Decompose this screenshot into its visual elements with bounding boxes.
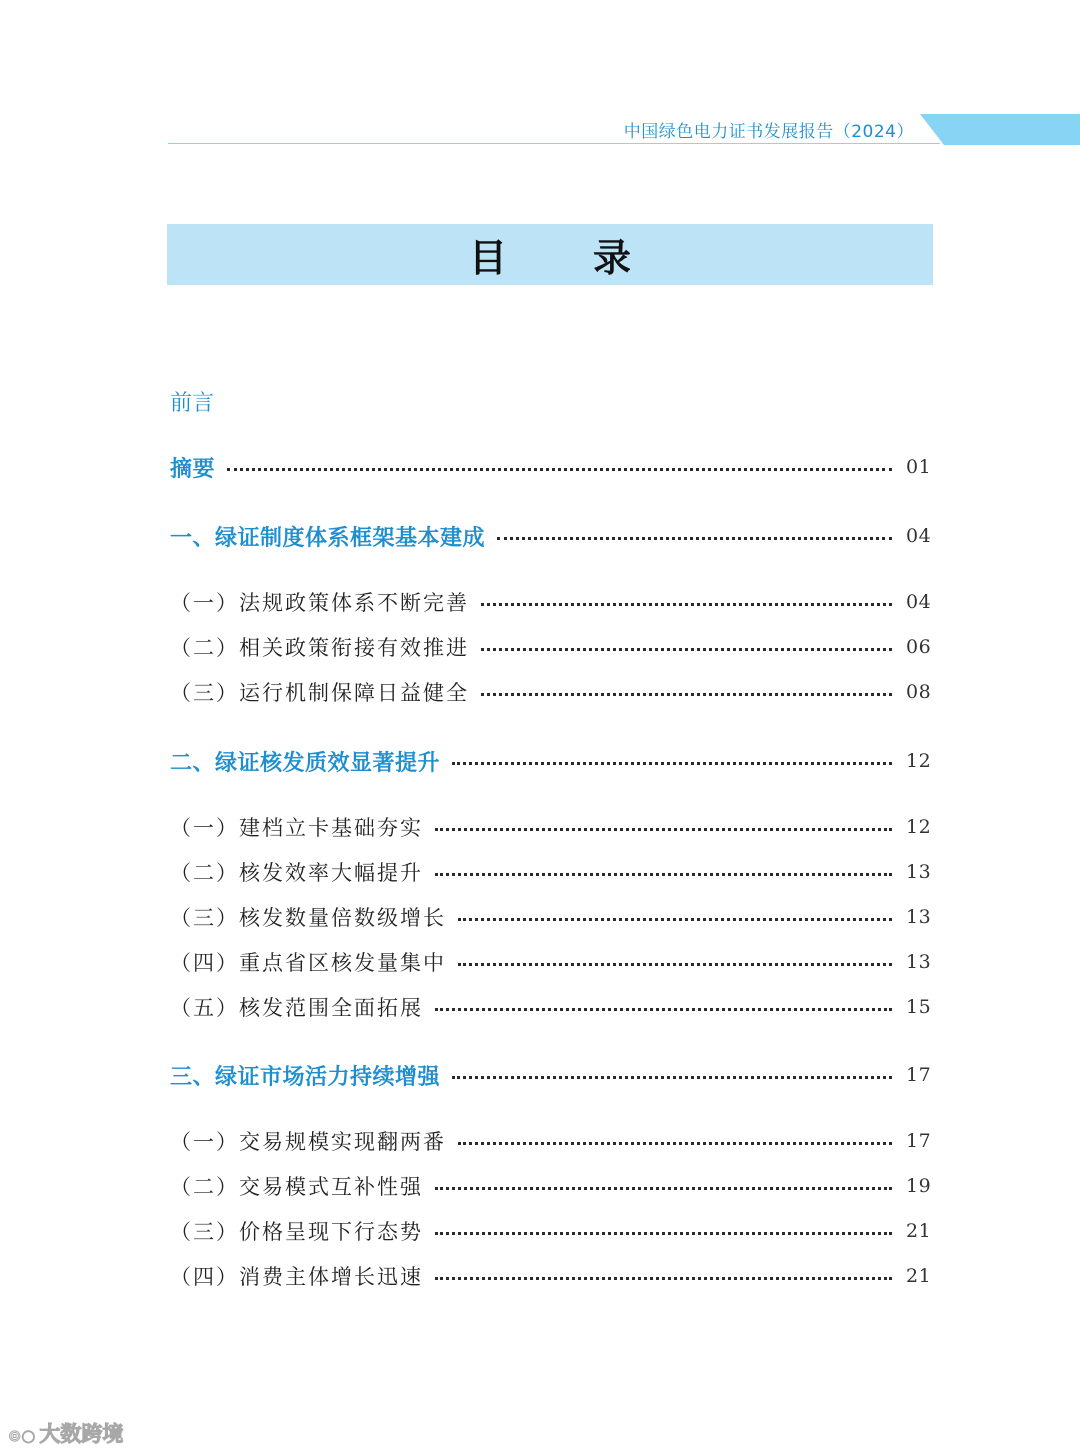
toc-page-number: 21: [906, 1265, 932, 1287]
toc-entry-label: （一）建档立卡基础夯实: [170, 816, 423, 840]
toc-page-number: 06: [906, 636, 932, 658]
toc-entry-label: （五）核发范围全面拓展: [170, 996, 423, 1020]
toc-page-number: 12: [906, 816, 932, 838]
toc-title: 目录: [468, 236, 717, 280]
toc-entry-label: （一）法规政策体系不断完善: [170, 591, 469, 615]
toc-page-number: 21: [906, 1220, 932, 1242]
header-tab-decoration: [920, 114, 1080, 145]
toc-page-number: 08: [906, 681, 932, 703]
watermark-text: 大数跨境: [39, 1422, 124, 1446]
dot-leader: [481, 603, 892, 606]
toc-entry-abstract[interactable]: [170, 450, 930, 484]
dot-leader: [497, 537, 892, 540]
dot-leader: [481, 693, 892, 696]
toc-entry-subsection[interactable]: [170, 1214, 930, 1248]
watermark: [8, 1418, 123, 1448]
toc-entry-section[interactable]: [170, 744, 930, 778]
toc-page-number: 01: [906, 456, 932, 478]
dot-leader: [435, 1008, 892, 1011]
dot-leader: [227, 468, 892, 471]
dot-leader: [435, 1277, 892, 1280]
toc-page-number: 15: [906, 996, 932, 1018]
watermark-logo-icon: ⊙○: [8, 1426, 36, 1445]
dot-leader: [435, 1187, 892, 1190]
toc-entry-section[interactable]: [170, 519, 930, 553]
toc-title-bar: [167, 224, 933, 285]
toc-entry-subsection[interactable]: [170, 1169, 930, 1203]
toc-page-number: 13: [906, 861, 932, 883]
header-rule: [168, 143, 940, 144]
toc-entry-label: （四）消费主体增长迅速: [170, 1265, 423, 1289]
dot-leader: [458, 1142, 892, 1145]
dot-leader: [452, 762, 892, 765]
toc-entry-subsection[interactable]: [170, 810, 930, 844]
toc-page-number: 13: [906, 951, 932, 973]
toc-entry-label: （二）核发效率大幅提升: [170, 861, 423, 885]
toc-entry-subsection[interactable]: [170, 585, 930, 619]
toc-entry-subsection[interactable]: [170, 675, 930, 709]
toc-entry-preface[interactable]: [170, 384, 930, 418]
toc-entry-subsection[interactable]: [170, 855, 930, 889]
toc-entry-label: （四）重点省区核发量集中: [170, 951, 446, 975]
dot-leader: [435, 1232, 892, 1235]
toc-page-number: 04: [906, 525, 932, 547]
toc-entry-subsection[interactable]: [170, 945, 930, 979]
toc-entry-label: （一）交易规模实现翻两番: [170, 1130, 446, 1154]
toc-entry-subsection[interactable]: [170, 1259, 930, 1293]
toc-entry-label: 二、绿证核发质效显著提升: [170, 750, 441, 776]
dot-leader: [458, 963, 892, 966]
toc-page-number: 17: [906, 1130, 932, 1152]
dot-leader: [435, 873, 892, 876]
toc-entry-label: （三）运行机制保障日益健全: [170, 681, 469, 705]
toc-page-number: 19: [906, 1175, 932, 1197]
dot-leader: [481, 648, 892, 651]
toc-entry-subsection[interactable]: [170, 1124, 930, 1158]
toc-entry-label: 前言: [170, 390, 215, 416]
toc-entry-label: （二）交易模式互补性强: [170, 1175, 423, 1199]
toc-entry-subsection[interactable]: [170, 900, 930, 934]
dot-leader: [435, 828, 892, 831]
toc-entry-section[interactable]: [170, 1058, 930, 1092]
toc-entry-label: （二）相关政策衔接有效推进: [170, 636, 469, 660]
toc-page-number: 17: [906, 1064, 932, 1086]
toc-page-number: 04: [906, 591, 932, 613]
toc-entry-subsection[interactable]: [170, 630, 930, 664]
dot-leader: [452, 1076, 892, 1079]
running-header-title: 中国绿色电力证书发展报告（2024）: [623, 122, 914, 142]
toc-entry-label: 摘要: [170, 456, 216, 482]
toc-entry-label: 三、绿证市场活力持续增强: [170, 1064, 441, 1090]
toc-page-number: 13: [906, 906, 932, 928]
dot-leader: [458, 918, 892, 921]
toc-entry-label: 一、绿证制度体系框架基本建成: [170, 525, 486, 551]
toc-page-number: 12: [906, 750, 932, 772]
toc-entry-label: （三）核发数量倍数级增长: [170, 906, 446, 930]
toc-entry-subsection[interactable]: [170, 990, 930, 1024]
toc-entry-label: （三）价格呈现下行态势: [170, 1220, 423, 1244]
